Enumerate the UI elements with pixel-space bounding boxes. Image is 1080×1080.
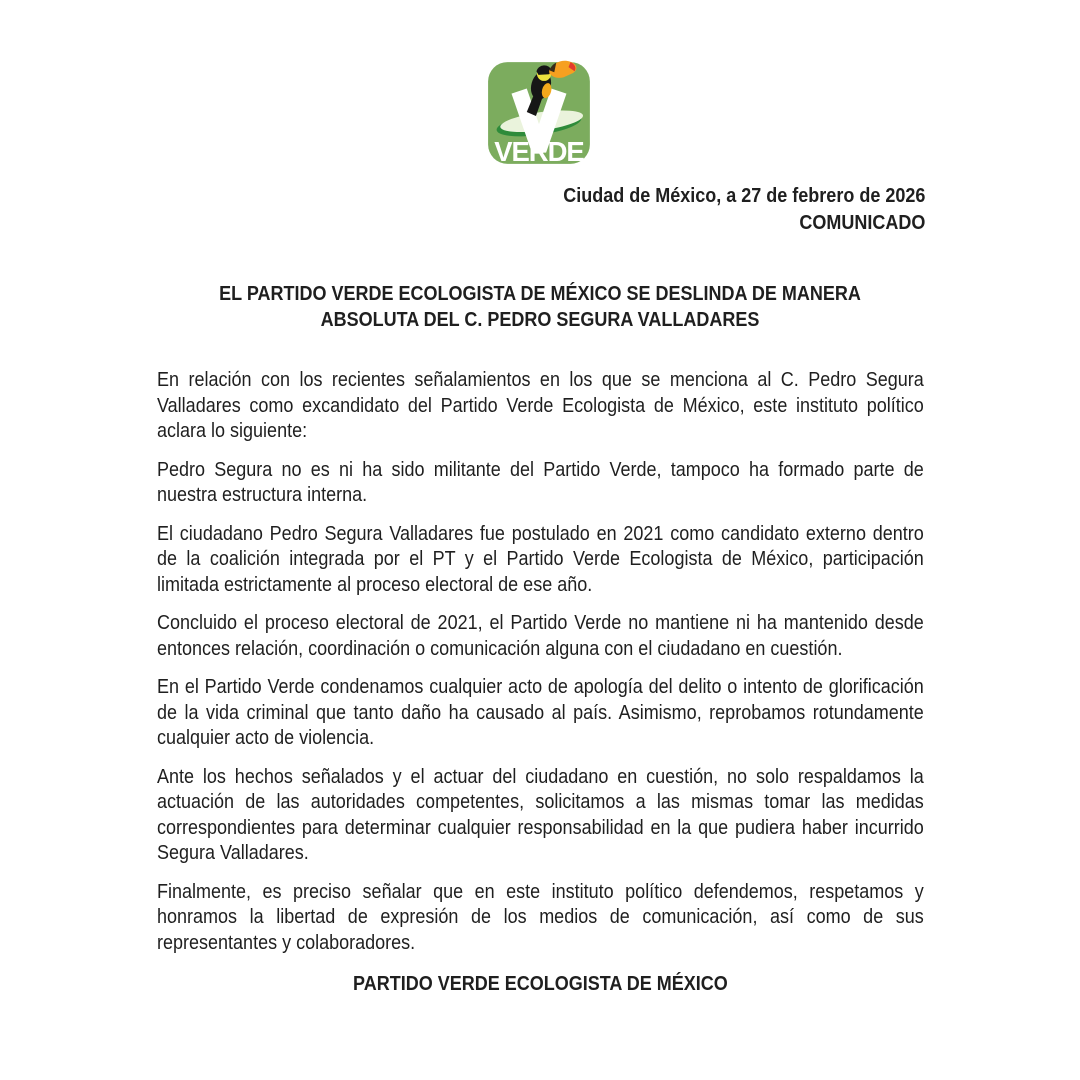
document-title-line1: EL PARTIDO VERDE ECOLOGISTA DE MÉXICO SE DESLINDA DE MANERA: [219, 283, 861, 305]
verde-logo: [484, 57, 596, 171]
verde-logo-graphic: [484, 57, 596, 171]
body-paragraph: Pedro Segura no es ni ha sido militante del Partido Verde, tampoco ha formado parte de nuestra estructura interna.: [157, 458, 924, 506]
document-title-line2: ABSOLUTA DEL C. PEDRO SEGURA VALLADARES: [320, 309, 760, 331]
body-paragraph: Finalmente, es preciso señalar que en este instituto político defendemos, respetamos y honramos la libertad de expresión de los medios de comunicación, así como de sus representantes y colaboradores.: [157, 880, 924, 954]
dateline: Ciudad de México, a 27 de febrero de 2026: [562, 185, 925, 207]
body-paragraph: Ante los hechos señalados y el actuar del ciudadano en cuestión, no solo respaldamos la actuación de las autoridades competentes, solicitamos a las mismas tomar las medidas correspondientes para determinar cualquier responsabilidad en la que pudiera haber incurrido Segura Valladares.: [157, 765, 924, 864]
document-title: [54, 281, 1026, 333]
logo-wordmark: VERDE: [494, 135, 584, 167]
body-paragraph: En relación con los recientes señalamientos en los que se menciona al C. Pedro Segura Valladares como excandidato del Partido Verde Ecologista de México, este instituto político aclara lo siguiente:: [157, 369, 924, 442]
document-header: [563, 183, 925, 237]
body-paragraph: El ciudadano Pedro Segura Valladares fue postulado en 2021 como candidato externo dentro de la coalición integrada por el PT y el Partido Verde Ecologista de México, participación limitada estrictamente al proceso electoral de ese año.: [157, 522, 924, 596]
signature-line: PARTIDO VERDE ECOLOGISTA DE MÉXICO: [353, 973, 728, 995]
doc-type-label: COMUNICADO: [799, 212, 925, 234]
document-body: [157, 368, 924, 998]
body-paragraph: Concluido el proceso electoral de 2021, el Partido Verde no mantiene ni ha mantenido desde entonces relación, coordinación o comunicación alguna con el ciudadano en cuestión.: [157, 612, 924, 660]
body-paragraph: En el Partido Verde condenamos cualquier acto de apología del delito o intento de glorificación de la vida criminal que tanto daño ha causado al país. Asimismo, reprobamos rotundamente cualquier acto de violencia.: [157, 676, 924, 749]
